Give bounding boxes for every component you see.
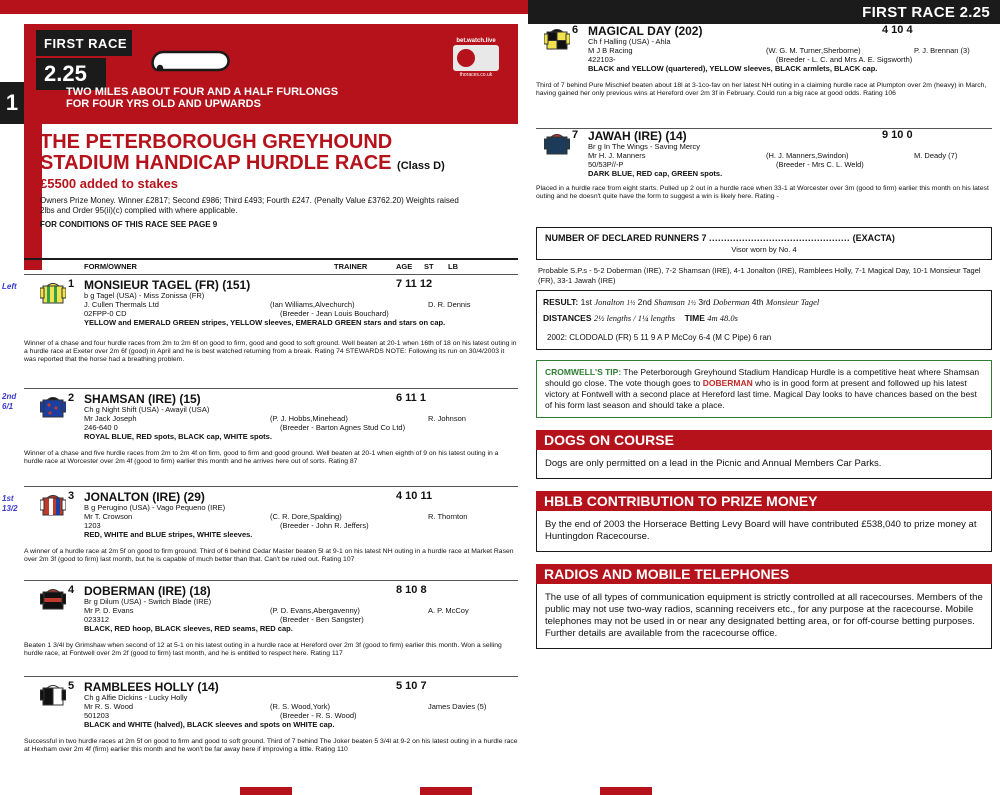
runner-owner: M J B Racing — [588, 46, 633, 55]
runner-weight: 8 10 8 — [396, 584, 427, 596]
runner-comment: Third of 7 behind Pure Mischief beaten about 18l at 3-1co-fav on her latest NH outing in a claiming hurdle race at Plumpton over 2m (heavy) in March, having gained her only previous wins at Hereford over 2m 3f in February. Could run a big race at good odds. Rating 106 — [536, 82, 987, 97]
race-title — [40, 132, 510, 177]
footer-mark — [420, 787, 472, 795]
result-box — [536, 290, 992, 350]
result-line-2 — [543, 311, 985, 326]
col-lb: LB — [448, 262, 458, 271]
runner-number: 2 — [68, 392, 75, 404]
runner-breeding: Ch g Night Shift (USA) - Awayil (USA) — [84, 405, 210, 414]
section-heading-radios: RADIOS AND MOBILE TELEPHONES — [536, 564, 992, 584]
runner-colours: ROYAL BLUE, RED spots, BLACK cap, WHITE spots. — [84, 432, 272, 441]
silk-icon — [40, 492, 66, 522]
runner-comment: Placed in a hurdle race from eight starts. Pulled up 2 out in a hurdle race when 33-1 at Worcester over 3m (good to firm) earlier this month on his latest outing and he doesn't quite have the form to suggest a win is likely here. Rating - — [536, 185, 989, 200]
race-title-line2: STADIUM HANDICAP HURDLE RACE — [40, 152, 392, 174]
race-conditions-line1: TWO MILES ABOUT FOUR AND A HALF FURLONGS — [66, 86, 339, 98]
result-4th-label: 4th — [751, 297, 764, 307]
runner-colours: BLACK, RED hoop, BLACK sleeves, RED seams, RED cap. — [84, 624, 293, 633]
divider — [24, 580, 518, 581]
margin-note: 13/2 — [2, 504, 18, 513]
race-title-line1: THE PETERBOROUGH GREYHOUND — [40, 131, 393, 153]
runner-breeder: (Breeder - R. S. Wood) — [280, 711, 357, 720]
section-body-hblb: By the end of 2003 the Horserace Betting Levy Board will have contributed £538,040 to prize money at Huntingdon Racecourse. — [536, 511, 992, 552]
footer-mark — [600, 787, 652, 795]
silk-icon — [40, 682, 66, 712]
runner-form: 02FPP-0 CD — [84, 309, 127, 318]
runner-weight: 6 11 1 — [396, 392, 426, 404]
page-header-right: FIRST RACE 2.25 — [528, 0, 1000, 24]
section-heading-hblb: HBLB CONTRIBUTION TO PRIZE MONEY — [536, 491, 992, 511]
runner-number: 5 — [68, 680, 75, 692]
runner-breeder: (Breeder - John R. Jeffers) — [280, 521, 369, 530]
col-age: AGE — [396, 262, 413, 271]
tip-box — [536, 360, 992, 418]
runner-jockey: R. Thornton — [428, 512, 468, 521]
betwatch-mark — [453, 45, 499, 71]
declared-runners-box — [536, 227, 992, 260]
runner-form: 246-640 0 — [84, 423, 118, 432]
runner-number: 7 — [572, 129, 579, 141]
race-class: (Class D) — [397, 160, 445, 172]
runner-breeder: (Breeder - Ben Sangster) — [280, 615, 364, 624]
silk-icon — [544, 131, 570, 161]
previous-winner: 2002: CLODOALD (FR) 5 11 9 A P McCoy 6-4 (M C Pipe) 6 ran — [547, 333, 772, 342]
runner-name: JONALTON (IRE) (29) — [84, 490, 205, 504]
runner-breeder: (Breeder - Mrs C. L. Weld) — [776, 160, 864, 169]
distances-value: 2½ lengths / 1¼ lengths — [593, 313, 676, 323]
result-3rd: Doberman — [713, 297, 750, 307]
result-1st-distance: 1½ — [626, 299, 636, 307]
col-st: ST — [424, 262, 434, 271]
runner-weight: 9 10 0 — [882, 129, 913, 141]
runner-breeding: Br g In The Wings - Saving Mercy — [588, 142, 700, 151]
runner-colours: YELLOW and EMERALD GREEN stripes, YELLOW sleeves, EMERALD GREEN stars and stars on cap. — [84, 318, 446, 327]
col-trainer: TRAINER — [334, 262, 368, 271]
runner-form: 1203 — [84, 521, 101, 530]
runner-form: 422103- — [588, 55, 616, 64]
runner-weight: 4 10 4 — [882, 24, 913, 36]
runner-owner: Mr Jack Joseph — [84, 414, 137, 423]
result-2nd: Shamsan — [654, 297, 685, 307]
divider — [24, 274, 518, 275]
margin-note: 1st — [2, 494, 14, 503]
betwatch-sub: thoraces.co.uk — [459, 72, 493, 78]
result-2nd-label: 2nd — [637, 297, 652, 307]
runner-name: MONSIEUR TAGEL (FR) (151) — [84, 278, 251, 292]
runner-trainer: (Ian Williams,Alvechurch) — [270, 300, 355, 309]
runner-jockey: D. R. Dennis — [428, 300, 471, 309]
runner-form: 501203 — [84, 711, 110, 720]
time-value: 4m 48.0s — [707, 313, 738, 323]
runner-form: 50/53P//-P — [588, 160, 624, 169]
declared-runners-label: NUMBER OF DECLARED RUNNERS 7 — [545, 233, 707, 243]
runner-trainer: (P. D. Evans,Abergavenny) — [270, 606, 360, 615]
result-2nd-distance: 1½ — [687, 299, 696, 307]
runner-breeder: (Breeder - Jean Louis Bouchard) — [280, 309, 389, 318]
divider — [24, 486, 518, 487]
runner-breeding: Ch f Halling (USA) - Ahla — [588, 37, 671, 46]
footer-mark — [240, 787, 292, 795]
runner-breeding: Ch g Alfie Dickins - Lucky Holly — [84, 693, 188, 702]
runner-trainer: (R. S. Wood,York) — [270, 702, 331, 711]
left-column — [0, 24, 528, 784]
race-conditions-line2: FOR FOUR YRS OLD AND UPWARDS — [66, 98, 261, 110]
result-3rd-label: 3rd — [698, 297, 711, 307]
runner-name: JAWAH (IRE) (14) — [588, 129, 687, 143]
runner-name: MAGICAL DAY (202) — [588, 24, 703, 38]
runner-owner: Mr R. S. Wood — [84, 702, 134, 711]
runner-colours: DARK BLUE, RED cap, GREEN spots. — [588, 169, 723, 178]
silk-icon — [40, 280, 66, 310]
runner-weight: 5 10 7 — [396, 680, 427, 692]
silk-icon — [544, 26, 570, 56]
result-1st: Jonalton — [594, 297, 625, 307]
race-header-banner — [24, 24, 518, 124]
race-time: 2.25 — [36, 58, 106, 90]
runner-number: 1 — [68, 278, 75, 290]
runner-breeding: B g Perugino (USA) - Vago Pequeno (IRE) — [84, 503, 226, 512]
runner-entry[interactable] — [536, 24, 992, 128]
runner-comment: Winner of a chase and four hurdle races from 2m to 2m 6f on good to firm, good and good to soft ground. Well beaten at 20-1 when 16th of 18 on his latest outing in a hurdle race at Exeter over 2m 6f (good) in April and he is best watched returning from a break. Rating 74 STEWARDS NOTE: Following its run on 30/4/2003 it was reported that the horse had a breathing problem. — [24, 340, 517, 363]
runner-jockey: James Davies (5) — [428, 702, 487, 711]
course-shape-icon — [148, 46, 236, 80]
top-white-gap — [0, 14, 528, 24]
col-form-owner: FORM/OWNER — [84, 262, 137, 271]
distances-label: DISTANCES — [543, 313, 592, 323]
runner-colours: BLACK and YELLOW (quartered), YELLOW sleeves, BLACK armlets, BLACK cap. — [588, 64, 878, 73]
visor-note: Visor worn by No. 4 — [731, 245, 797, 254]
runner-comment: Beaten 1 3/4l by Grimshaw when second of 12 at 5-1 on his latest outing in a hurdle race at Hereford over 2m 3f (good to firm) earlier this month. Won a selling hurdle race, at Fontwell over 2m 2f (good to firm) last month, and he is entitled to respect here. Rating 117 — [24, 642, 502, 657]
runner-trainer: (W. G. M. Turner,Sherborne) — [766, 46, 861, 55]
runner-colours: RED, WHITE and BLUE stripes, WHITE sleeves. — [84, 530, 253, 539]
runner-number: 3 — [68, 490, 75, 502]
result-line-1 — [543, 295, 985, 311]
result-1st-label: 1st — [580, 297, 592, 307]
runner-breeder: (Breeder - Barton Agnes Stud Co Ltd) — [280, 423, 406, 432]
divider — [24, 676, 518, 677]
runner-trainer: (H. J. Manners,Swindon) — [766, 151, 849, 160]
result-4th: Monsieur Tagel — [765, 297, 820, 307]
result-label: RESULT: — [543, 297, 579, 307]
runner-jockey: R. Johnson — [428, 414, 466, 423]
race-prize-breakdown: Owners Prize Money. Winner £2817; Second £986; Third £493; Fourth £247. (Penalty Value £3762.20) Weights raised 2lbs and Order 95(ii)(c) complied with where applicable. — [40, 196, 459, 215]
runner-name: SHAMSAN (IRE) (15) — [84, 392, 201, 406]
runner-name: RAMBLEES HOLLY (14) — [84, 680, 219, 694]
divider — [24, 388, 518, 389]
betwatch-label: bet.watch.live — [456, 38, 496, 44]
tip-text-2: who is in good form at present and followed up his latest victory at Fontwell with a second place at Hereford last time. Magical Day looks to have chances based on the best of his form last season and should take a place. — [545, 378, 977, 410]
runner-weight: 7 11 12 — [396, 278, 433, 290]
betwatch-logo — [446, 38, 506, 78]
race-label: FIRST RACE — [36, 30, 132, 56]
tip-selection: DOBERMAN — [702, 378, 753, 388]
runner-number: 6 — [572, 24, 579, 36]
runner-jockey: A. P. McCoy — [428, 606, 469, 615]
race-number-tab: 1 — [0, 82, 24, 124]
runner-trainer: (C. R. Dore,Spalding) — [270, 512, 342, 521]
runner-jockey: M. Deady (7) — [914, 151, 958, 160]
probable-sps: Probable S.P.s - 5-2 Doberman (IRE), 7-2 Shamsan (IRE), 4-1 Jonalton (IRE), Ramblees Holly, 7-1 Magical Day, 10-1 Monsieur Tagel (FR), 33-1 Jawah (IRE) — [538, 266, 981, 285]
runner-comment: Winner of a chase and five hurdle races from 2m to 2m 4f on firm, good to firm and good ground. Well beaten at 20-1 when eighth of 9 on his latest outing in a hurdle race at Worcester over 2m 4f (good to firm) earlier this month and he arrives here out of sorts. Rating 87 — [24, 450, 499, 465]
runner-trainer: (P. J. Hobbs,Minehead) — [270, 414, 348, 423]
silk-icon — [40, 586, 66, 616]
margin-note: Left — [2, 282, 17, 291]
runner-breeder: (Breeder - L. C. and Mrs A. E. Sigsworth) — [776, 55, 913, 64]
runner-entry[interactable] — [536, 129, 992, 221]
right-column — [528, 24, 1000, 784]
declared-dots: ............................................... — [709, 233, 851, 243]
runner-owner: Mr T. Crowson — [84, 512, 133, 521]
runner-colours: BLACK and WHITE (halved), BLACK sleeves and spots on WHITE cap. — [84, 720, 335, 729]
runner-jockey: P. J. Brennan (3) — [914, 46, 970, 55]
tip-text-1: The Peterborough Greyhound Stadium Handicap Hurdle is a competitive heat where Shamsan should go close. The vote though goes to — [545, 367, 980, 388]
margin-note: 2nd — [2, 392, 17, 401]
section-heading-dogs: DOGS ON COURSE — [536, 430, 992, 450]
runner-weight: 4 10 11 — [396, 490, 433, 502]
time-label: TIME — [684, 313, 705, 323]
runner-comment: A winner of a hurdle race at 2m 5f on good to firm ground. Third of 6 behind Cedar Master beaten 5l at 9-1 on his latest NH outing in a hurdle race at Market Rasen over 2m 3f (good to firm) last month, but he is capable of much better than that. Can't be ruled out. Rating 107 — [24, 548, 514, 563]
margin-note: 6/1 — [2, 402, 14, 411]
race-conditions-page-ref: FOR CONDITIONS OF THIS RACE SEE PAGE 9 — [40, 220, 218, 229]
exacta-label: (EXACTA) — [852, 233, 895, 243]
silk-icon — [40, 394, 66, 424]
divider — [24, 258, 518, 260]
section-body-radios: The use of all types of communication equipment is strictly controlled at all racecourses. Members of the public may not use two-way radios, scanning receivers etc., for any purpose at the racecourse. Mobile telephones may not be used in or near any designated betting area, or for off-course betting purposes. Further details are available from the racecourse office. — [536, 584, 992, 649]
declared-runners-line — [545, 233, 983, 243]
race-conditions-summary — [66, 86, 396, 110]
race-added-money: £5500 added to stakes — [40, 176, 179, 191]
runner-owner: J. Cullen Thermals Ltd — [84, 300, 159, 309]
runner-name: DOBERMAN (IRE) (18) — [84, 584, 211, 598]
section-body-dogs: Dogs are only permitted on a lead in the Picnic and Annual Members Car Parks. — [536, 450, 992, 479]
runner-owner: Mr H. J. Manners — [588, 151, 646, 160]
runner-breeding: Br g Dilum (USA) - Switch Blade (IRE) — [84, 597, 212, 606]
runner-form: 023312 — [84, 615, 110, 624]
tip-label: CROMWELL'S TIP: — [545, 367, 622, 377]
top-red-bar-left — [0, 0, 528, 14]
runner-comment: Successful in two hurdle races at 2m 5f on good to firm and good to soft ground. Third of 7 behind The Joker beaten 5 3/4l at 9-2 on his latest outing in a hurdle race at Hexham over 2m 4f (firm) earlier this month and he won't be far away here if improving a little. Rating 110 — [24, 738, 518, 753]
runner-owner: Mr P. D. Evans — [84, 606, 134, 615]
runner-breeding: b g Tagel (USA) - Miss Zonissa (FR) — [84, 291, 205, 300]
runner-number: 4 — [68, 584, 75, 596]
